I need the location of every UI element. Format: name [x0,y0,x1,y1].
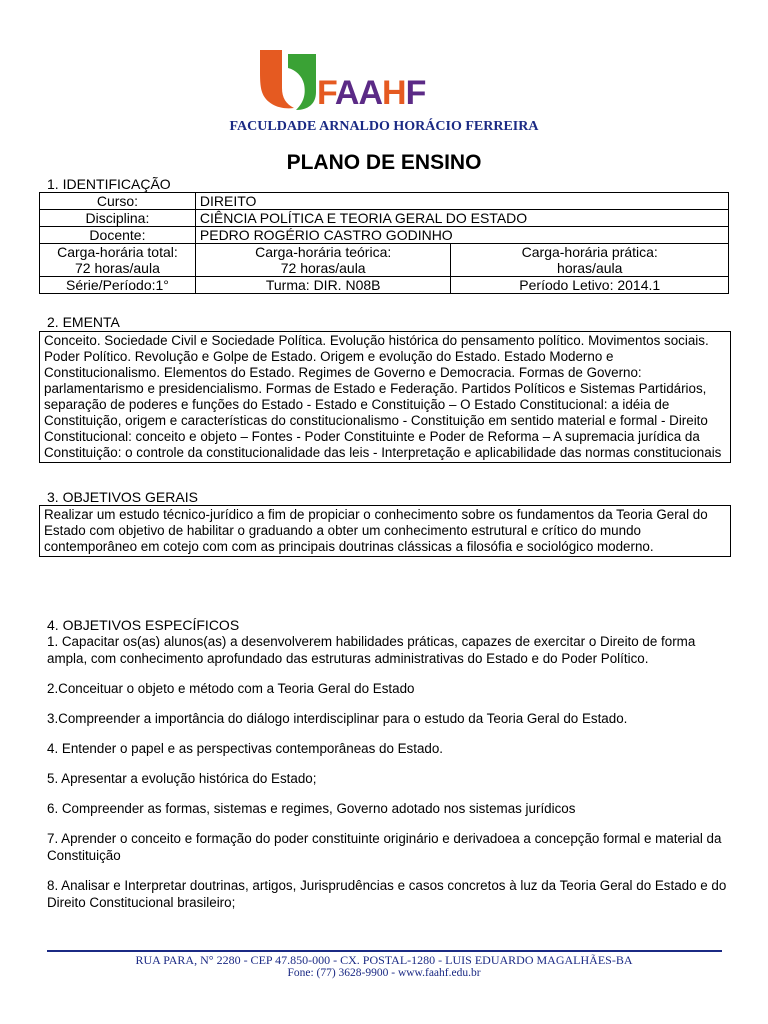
objetivos-especificos-heading: 4. OBJETIVOS ESPECÍFICOS [47,617,240,633]
disciplina-value: CIÊNCIA POLÍTICA E TEORIA GERAL DO ESTADO [195,210,728,227]
list-item: 2.Conceituar o objeto e método com a Teoria Geral do Estado [47,681,415,696]
disciplina-label: Disciplina: [40,210,196,227]
identificacao-heading: 1. IDENTIFICAÇÃO [47,176,171,192]
carga-total-label: Carga-horária total: [57,244,178,260]
carga-total-cell [40,244,196,277]
document-title: PLANO DE ENSINO [286,151,482,174]
list-item: 5. Apresentar a evolução histórica do Estado; [47,771,317,786]
carga-pratica-label: Carga-horária prática: [521,244,658,260]
curso-label: Curso: [40,193,196,210]
faahf-logo [258,48,448,116]
curso-value: DIREITO [195,193,728,210]
ementa-heading: 2. EMENTA [47,314,120,330]
carga-teorica-label: Carga-horária teórica: [255,244,392,260]
faahf-logo-mark-icon [258,48,318,114]
list-item: 1. Capacitar os(as) alunos(as) a desenvolverem habilidades práticas, capazes de exercitar o Direito de forma ampla, com conhecimento aprofundado das estruturas administrativas do Estado e do Poder Político. [47,634,696,666]
carga-teorica-cell [195,244,451,277]
list-item: 4. Entender o papel e as perspectivas contemporâneas do Estado. [47,741,444,756]
list-item: 7. Aprender o conceito e formação do poder constituinte originário e derivadoea a concepção formal e material da Constituição [47,831,722,863]
identificacao-table [39,192,729,294]
turma: Turma: DIR. N08B [195,277,451,294]
table-row [40,277,729,294]
footer-divider [47,950,722,952]
list-item: 3.Compreender a importância do diálogo interdisciplinar para o estudo da Teoria Geral do Estado. [47,711,628,726]
carga-pratica-cell [451,244,729,277]
ementa-text: Conceito. Sociedade Civil e Sociedade Política. Evolução histórica do pensamento político. Movimentos sociais. Poder Político. Revolução e Golpe de Estado. Origem e evolução do Estado. Estado Moderno e Constitucionalismo. Elementos do Estado. Regimes de Governo e Democracia. Formas de Governo: parlamentarismo e presidencialismo. Formas de Estado e Federação. Partidos Políticos e Sistemas Partidários, separação de poderes e funções do Estado - Estado e Constituição – O Estado Constitucional: a idéia de Constituição, origem e características do constitucionalismo - Constituição em sentido material e formal - Direito Constitucional: conceito e objeto – Fontes - Poder Constituinte e Poder de Reforma – A supremacia jurídica da Constituição: o controle da constitucionalidade das leis - Interpretação e aplicabilidade das normas constitucionais [39,331,731,463]
docente-label: Docente: [40,227,196,244]
objetivos-gerais-text: Realizar um estudo técnico-jurídico a fim de propiciar o conhecimento sobre os fundamentos da Teoria Geral do Estado com objetivo de habilitar o graduando a obter um conhecimento estrutural e crítico do mundo contemporâneo em cotejo com com as principais doutrinas clássicas a filosófia e sociológico moderno. [39,505,731,557]
carga-pratica-value: horas/aula [557,260,623,276]
objetivos-especificos-list [47,633,727,924]
periodo-letivo: Período Letivo: 2014.1 [451,277,729,294]
footer-contact: Fone: (77) 3628-9900 - www.faahf.edu.br [287,967,481,979]
carga-teorica-value: 72 horas/aula [280,260,366,276]
faahf-brand-text: FAAHF [317,74,426,112]
table-row [40,244,729,277]
list-item: 8. Analisar e Interpretar doutrinas, artigos, Jurisprudências e casos concretos à luz da Teoria Geral do Estado e do Direito Constitucional brasileiro; [47,878,727,910]
docente-value: PEDRO ROGÉRIO CASTRO GODINHO [195,227,728,244]
college-name: FACULDADE ARNALDO HORÁCIO FERREIRA [229,119,539,134]
table-row [40,210,729,227]
carga-total-value: 72 horas/aula [75,260,160,276]
serie-periodo: Série/Período:1° [40,277,196,294]
table-row [40,227,729,244]
list-item: 6. Compreender as formas, sistemas e regimes, Governo adotado nos sistemas jurídicos [47,801,576,816]
objetivos-gerais-heading: 3. OBJETIVOS GERAIS [47,489,198,505]
table-row [40,193,729,210]
footer-address: RUA PARA, N° 2280 - CEP 47.850-000 - CX. POSTAL-1280 - LUIS EDUARDO MAGALHÃES-BA [135,953,633,967]
